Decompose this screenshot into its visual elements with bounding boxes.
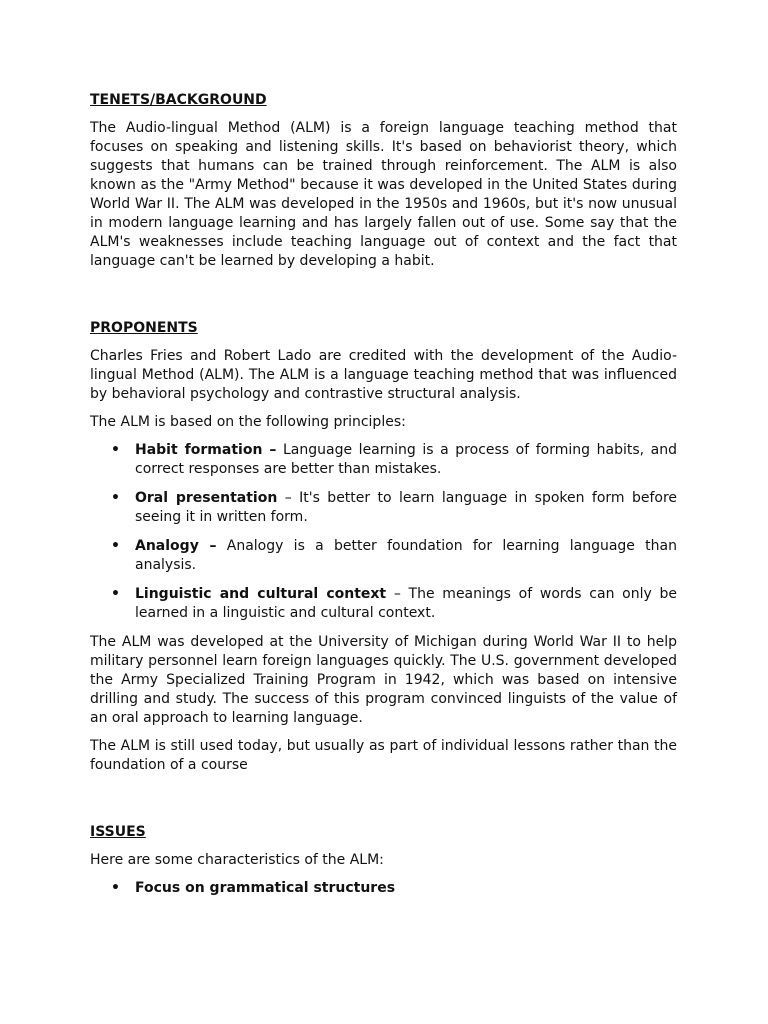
section-heading-proponents: PROPONENTS bbox=[90, 320, 198, 336]
document-page bbox=[90, 91, 677, 908]
bullet-icon: • bbox=[111, 586, 120, 602]
proponents-paragraph-4: The ALM is still used today, but usually as part of individual lessons rather than the foundation of a course bbox=[90, 738, 677, 773]
principle-term: Oral presentation bbox=[135, 490, 278, 506]
section-heading-tenets: TENETS/BACKGROUND bbox=[90, 92, 267, 108]
bullet-icon: • bbox=[111, 880, 120, 896]
proponents-paragraph-1: Charles Fries and Robert Lado are credited with the development of the Audio-lingual Method (ALM). The ALM is a language teaching method that was influenced by behavioral psychology and contrastive structural analysis. bbox=[90, 348, 677, 402]
proponents-paragraph-2: The ALM is based on the following principles: bbox=[90, 414, 406, 430]
principles-list bbox=[90, 441, 677, 623]
issues-list bbox=[90, 879, 677, 898]
bullet-icon: • bbox=[111, 538, 120, 554]
section-heading-issues: ISSUES bbox=[90, 824, 146, 840]
bullet-icon: • bbox=[111, 442, 120, 458]
list-item bbox=[90, 537, 677, 575]
principle-term: Habit formation – bbox=[135, 442, 277, 458]
principle-term: Linguistic and cultural context bbox=[135, 586, 387, 602]
issues-paragraph: Here are some characteristics of the ALM: bbox=[90, 852, 384, 868]
bullet-icon: • bbox=[111, 490, 120, 506]
principle-desc: – It's better to learn language in spoken form before seeing it in written form. bbox=[135, 490, 677, 525]
principle-desc: – The meanings of words can only be learned in a linguistic and cultural context. bbox=[135, 586, 677, 621]
principle-desc: Language learning is a process of forming habits, and correct responses are better than mistakes. bbox=[135, 442, 678, 477]
proponents-paragraph-3: The ALM was developed at the University of Michigan during World War II to help military personnel learn foreign languages quickly. The U.S. government developed the Army Specialized Training Program in 1942, which was based on intensive drilling and study. The success of this program convinced linguists of the value of an oral approach to learning language. bbox=[90, 634, 677, 726]
list-item bbox=[90, 489, 677, 527]
list-item bbox=[90, 441, 677, 479]
principle-desc: Analogy is a better foundation for learning language than analysis. bbox=[135, 538, 677, 573]
list-item bbox=[90, 879, 677, 898]
tenets-paragraph: The Audio-lingual Method (ALM) is a foreign language teaching method that focuses on speaking and listening skills. It's based on behaviorist theory, which suggests that humans can be trained through reinforcement. The ALM is also known as the "Army Method" because it was developed in the United States during World War II. The ALM was developed in the 1950s and 1960s, but it's now unusual in modern language learning and has largely fallen out of use. Some say that the ALM's weaknesses include teaching language out of context and the fact that language can't be learned by developing a habit. bbox=[90, 120, 677, 269]
list-item bbox=[90, 585, 677, 623]
issue-term: Focus on grammatical structures bbox=[135, 880, 396, 896]
principle-term: Analogy – bbox=[135, 538, 217, 554]
